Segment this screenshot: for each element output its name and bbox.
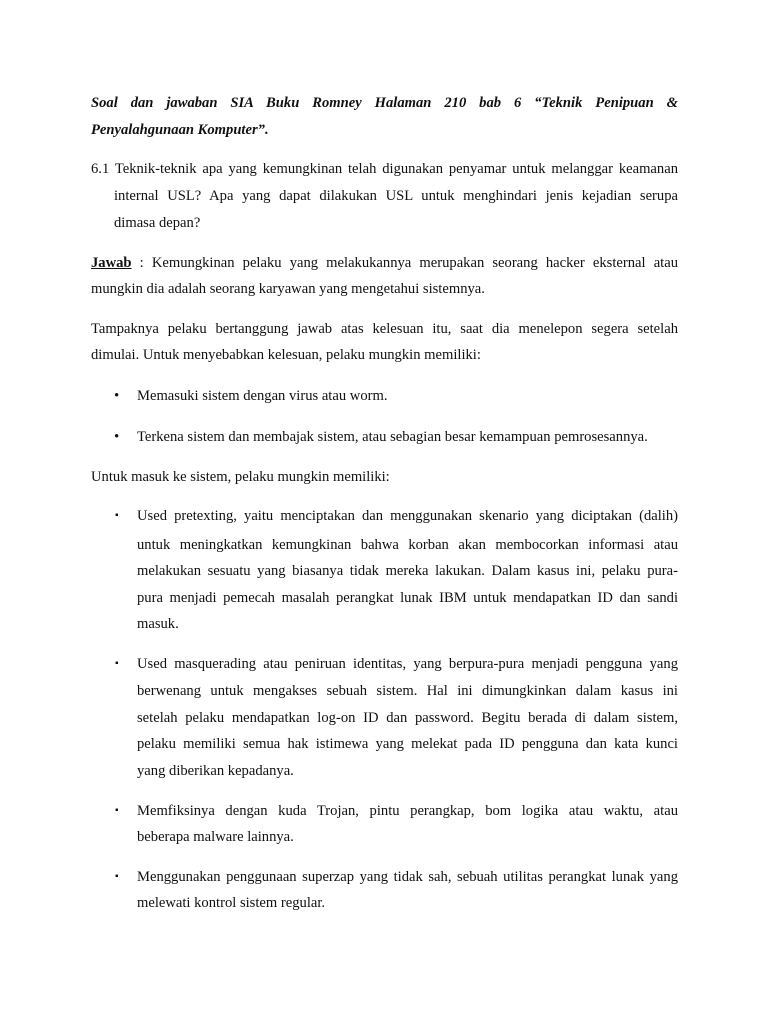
list-item-line: Used pretexting, yaitu menciptakan dan menggunakan skenario yang diciptakan (dalih) [137,508,678,524]
paragraph-2-line-2: dimulai. Untuk menyebabkan kelesuan, pelaku mungkin memiliki: [91,347,481,363]
list-item-line: melewati kontrol sistem regular. [137,895,326,911]
document-page [91,0,678,1024]
document-title-line-1: Soal dan jawaban SIA Buku Romney Halaman 210 bab 6 “Teknik Penipuan & [91,95,678,111]
bullet-dot-icon: • [114,429,120,445]
list-item-line: melakukan sesuatu yang biasanya tidak mereka lakukan. Dalam kasus ini, pelaku pura- [137,563,678,579]
list-item-line: pelaku memiliki semua hak istimewa yang melekat pada ID pengguna dan kata kunci [137,736,678,752]
list-item-line: berwenang untuk mengakses sebuah sistem. Hal ini dimungkinkan dalam kasus ini [137,683,678,699]
list-item: Memasuki sistem dengan virus atau worm. [137,388,388,404]
list-item-line: Memfiksinya dengan kuda Trojan, pintu perangkap, bom logika atau waktu, atau [137,803,678,819]
list-item-line: Used masquerading atau peniruan identitas, yang berpura-pura menjadi pengguna yang [137,656,678,672]
bullet-square-icon: ▪ [115,510,119,521]
list-item-line: masuk. [137,616,179,632]
question-line-3: dimasa depan? [114,215,201,231]
bullet-square-icon: ▪ [115,871,119,882]
list-item-line: untuk meningkatkan kemungkinan bahwa korban akan membocorkan informasi atau [137,537,678,553]
answer-text-1: : Kemungkinan pelaku yang melakukannya merupakan seorang hacker eksternal atau [131,255,678,271]
list-item-line: beberapa malware lainnya. [137,829,294,845]
answer-line-2: mungkin dia adalah seorang karyawan yang mengetahui sistemnya. [91,281,485,297]
document-title-line-2: Penyalahgunaan Komputer”. [91,122,269,138]
list-item-line: Menggunakan penggunaan superzap yang tidak sah, sebuah utilitas perangkat lunak yang [137,869,678,885]
paragraph-3: Untuk masuk ke sistem, pelaku mungkin memiliki: [91,469,390,485]
bullet-dot-icon: • [114,388,120,404]
question-line-1: 6.1 Teknik-teknik apa yang kemungkinan telah digunakan penyamar untuk melanggar keamanan [91,161,678,177]
bullet-square-icon: ▪ [115,658,119,669]
answer-label: Jawab [91,255,132,271]
paragraph-2-line-1: Tampaknya pelaku bertanggung jawab atas kelesuan itu, saat dia menelepon segera setelah [91,321,678,337]
list-item-line: setelah pelaku mendapatkan log-on ID dan password. Begitu berada di dalam sistem, [137,710,678,726]
bullet-square-icon: ▪ [115,805,119,816]
list-item-line: yang diberikan kepadanya. [137,763,294,779]
answer-line-1 [91,254,678,272]
list-item-line: pura menjadi pemecah masalah perangkat lunak IBM untuk mendapatkan ID dan sandi [137,590,678,606]
question-line-2: internal USL? Apa yang dapat dilakukan USL untuk menghindari jenis kejadian serupa [114,188,678,204]
list-item: Terkena sistem dan membajak sistem, atau sebagian besar kemampuan pemrosesannya. [137,429,648,445]
